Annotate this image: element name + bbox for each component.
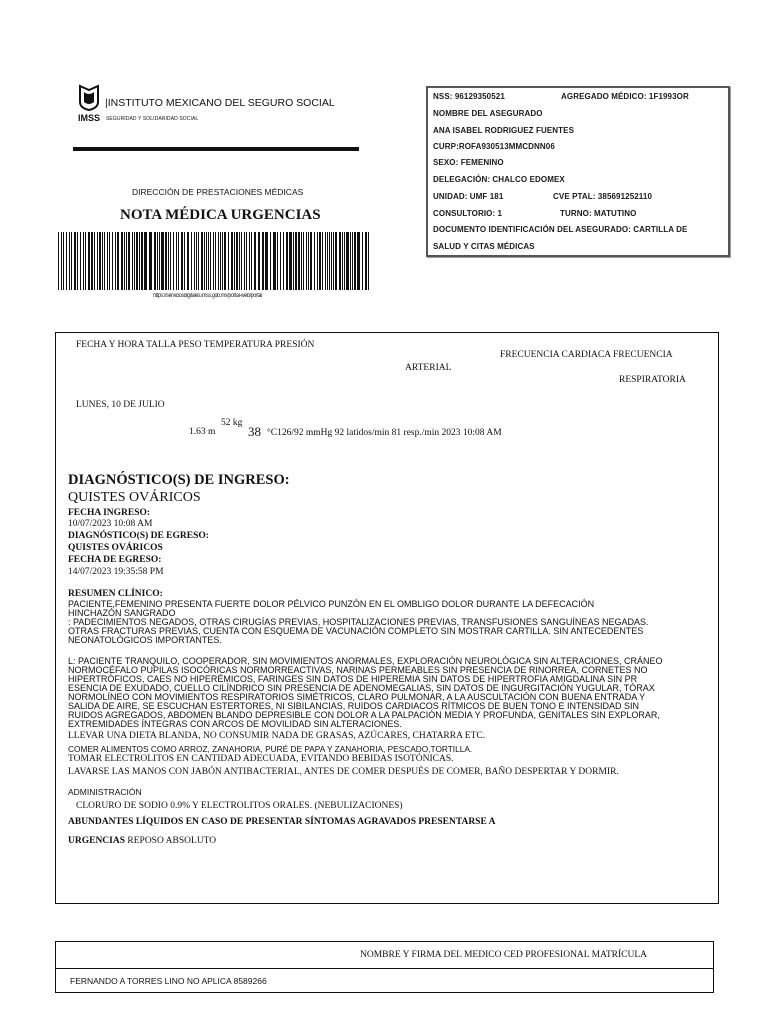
barcode-bar [295,232,297,290]
doctor-info: FERNANDO A TORRES LINO NO APLICA 8589266 [70,976,267,986]
discharge-diagnosis-value: QUISTES OVÁRICOS [68,543,163,553]
administration-label: ADMINISTRACIÓN [68,787,142,797]
barcode-bar [365,232,367,290]
vitals-values: °C126/92 mmHg 92 latidos/min 81 resp./min 2023 10:08 AM [267,428,502,438]
barcode-bar [157,232,158,290]
barcode-bar [270,232,271,290]
vitals-height: 1.63 m [189,427,216,437]
barcode-bar [69,232,70,290]
barcode-bar [97,232,98,290]
barcode-url: https://serviciosdigitales.imss.gob.mx/portal-web/portal [153,293,263,299]
barcode-bar [61,232,62,290]
barcode-bar [283,232,284,290]
barcode-bar [80,232,81,290]
barcode-bar [139,232,140,290]
physical-exam-line: NORMOLÍNEO CON MOVIMIENTOS RESPIRATORIOS SIMÉTRICOS, CLARO PULMONAR, A LA AUSCULTACIÓN CON BUENA ENTRADA Y [68,692,646,702]
barcode-bar [210,232,211,290]
patient-office: CONSULTORIO: 1 [433,209,503,218]
barcode-bar [322,232,323,290]
vitals-headers-heart: FRECUENCIA CARDIACA FRECUENCIA [500,350,673,360]
barcode-bar [168,232,169,290]
barcode-bar [126,232,127,290]
barcode-bar [124,232,125,290]
barcode-bar [66,232,67,290]
barcode-bar [63,232,64,290]
patient-sex: SEXO: FEMENINO [433,158,504,167]
vitals-headers-respiratory: RESPIRATORIA [619,375,686,385]
barcode-bar [350,232,351,290]
barcode-bar [220,232,221,290]
barcode-bar [246,232,247,290]
barcode-bar [102,232,103,290]
barcode-bar [58,232,59,290]
barcode-bar [107,232,108,290]
rest-instruction: REPOSO ABSOLUTO [127,836,217,846]
vitals-temperature: 38 [248,424,261,439]
institution-name: |INSTITUTO MEXICANO DEL SEGURO SOCIAL [105,97,335,109]
institution-tagline: SEGURIDAD Y SOLIDARIDAD SOCIAL [106,116,199,122]
barcode-bar [74,232,76,290]
barcode-bar [362,232,363,290]
physical-exam-line: NORMOCÉFALO PUPILAS ISOCÓRICAS NORMORREACTIVAS, NARINAS PERMEABLES SIN PRESENCIA DE RINORREA, CORNETES NO [68,665,648,675]
physical-exam-line: L: PACIENTE TRANQUILO, COOPERADOR, SIN MOVIMIENTOS ANORMALES, EXPLORACIÓN NEUROLÓGICA SIN ALTERACIONES, CRÁNEO [68,656,663,666]
admission-date-label: FECHA INGRESO: [68,508,151,518]
discharge-date-value: 14/07/2023 19:35:58 PM [68,567,164,577]
barcode-bar [83,232,84,290]
insured-name: ANA ISABEL RODRIGUEZ FUENTES [433,126,575,135]
barcode-bar [77,232,78,290]
patient-info-box [426,86,730,257]
patient-unit: UNIDAD: UMF 181 [433,192,504,201]
barcode-bar [222,232,223,290]
barcode-bar [196,232,197,290]
patient-curp: CURP:ROFA930513MMCDNN06 [433,142,555,151]
discharge-date-label: FECHA DE EGRESO: [68,555,162,565]
id-document-line-2: SALUD Y CITAS MÉDICAS [433,242,535,251]
barcode-bar [117,232,119,290]
barcode-bar [208,232,209,290]
barcode-bar [234,232,235,290]
admission-diagnosis-title: DIAGNÓSTICO(S) DE INGRESO: [68,472,290,488]
barcode-bar [327,232,328,290]
diet-instructions: LLEVAR UNA DIETA BLANDA, NO CONSUMIR NADA DE GRASAS, AZÚCARES, CHATARRA ETC. [68,731,486,741]
barcode-bar [194,232,195,290]
admission-date-value: 10/07/2023 10:08 AM [68,519,153,529]
barcode-bar [314,232,315,290]
barcode-bar [301,232,302,290]
barcode-bar [191,232,192,290]
id-document-line-1: DOCUMENTO IDENTIFICACIÓN DEL ASEGURADO: CARTILLA DE [433,225,688,234]
barcode-bar [178,232,179,290]
barcode-bar [181,232,183,290]
barcode-bar [342,232,343,290]
clinical-history-line: HINCHAZÓN SANGRADO [68,608,176,618]
barcode-bar [121,232,123,290]
direction-title: DIRECCIÓN DE PRESTACIONES MÉDICAS [132,187,304,197]
administration-value: CLORURO DE SODIO 0.9% Y ELECTROLITOS ORALES. (NEBULIZACIONES) [76,801,403,811]
barcode-bar [241,232,242,290]
barcode-bar [286,232,288,290]
barcode-bar [308,232,309,290]
barcode-bar [91,232,93,290]
clinical-history [68,600,648,645]
barcode-bar [99,232,101,290]
vitals-date: LUNES, 10 DE JULIO [76,400,165,410]
medical-note-box [55,332,719,904]
barcode-bar [244,232,245,290]
barcode-bar [239,232,240,290]
barcode-bar [136,232,138,290]
clinical-history-line: NEONATOLÓGICOS IMPORTANTES. [68,635,222,645]
barcode-bar [273,232,276,290]
barcode-bar [265,232,268,290]
barcode-bar [71,232,72,290]
food-instructions: COMER ALIMENTOS COMO ARROZ, ZANAHORIA, PURÉ DE PAPA Y ZANAHORIA, PESCADO,TORTILLA. [68,744,473,754]
clinical-summary-title: RESUMEN CLÍNICO: [68,589,163,599]
barcode-bar [277,232,278,290]
barcode-bar [339,232,341,290]
barcode-bar [187,232,189,290]
document-title: NOTA MÉDICA URGENCIAS [120,207,321,223]
hygiene-instructions: LAVARSE LAS MANOS CON JABÓN ANTIBACTERIAL, ANTES DE COMER DESPUÉS DE COMER, BAÑO DESPERTAR Y DORMIR. [68,767,619,777]
barcode-bar [344,232,345,290]
barcode-bar [88,232,90,290]
barcode-bar [109,232,110,290]
barcode-bar [317,232,318,290]
barcode-bar [224,232,226,290]
urgent-label: URGENCIAS [68,836,126,846]
barcode-bar [201,232,203,290]
barcode-bar [115,232,116,290]
barcode-bar [204,232,205,290]
barcode-bar [218,232,219,290]
barcode-bar [132,232,133,290]
barcode-bar [154,232,156,290]
barcode-bar [293,232,294,290]
barcode-bar [298,232,300,290]
barcode-bar [251,232,252,290]
barcode-bar [319,232,321,290]
barcode [58,232,370,290]
barcode-bar [368,232,369,290]
barcode-bar [352,232,353,290]
barcode-bar [303,232,304,290]
barcode-bar [331,232,332,290]
patient-delegation: DELEGACIÓN: CHALCO EDOMEX [433,175,565,184]
barcode-bar [161,232,164,290]
barcode-bar [159,232,160,290]
barcode-bar [280,232,281,290]
barcode-bar [249,232,250,290]
physical-exam [68,657,662,729]
barcode-bar [236,232,238,290]
physical-exam-line: SALIDA DE AIRE, SE ESCUCHAN ESTERTORES, NI SIBILANCIAS, RUIDOS CARDIACOS RÍTMICOS DE BUEN TONO E INTENSIDAD SIN [68,701,639,711]
barcode-bar [141,232,143,290]
barcode-bar [262,232,264,290]
physical-exam-line: HIPERTRÓFICOS, CAES NO HIPERÉMICOS, FARINGES SIN DATOS DE HIPEREMIA SIN DATOS DE HIPERTROFIA AMIGDALINA SIN PR [68,674,638,684]
barcode-bar [228,232,229,290]
barcode-bar [165,232,167,290]
barcode-bar [254,232,256,290]
patient-cve: CVE PTAL: 385691252110 [553,192,653,201]
imss-logo [74,84,104,124]
barcode-bar [333,232,334,290]
insured-label: NOMBRE DEL ASEGURADO [433,109,543,118]
patient-nss: NSS: 96129350521 [433,92,505,101]
barcode-bar [346,232,349,290]
vitals-weight: 52 kg [221,418,243,428]
vitals-headers: FECHA Y HORA TALLA PESO TEMPERATURA PRESIÓN [76,340,315,350]
barcode-bar [184,232,185,290]
physical-exam-line: EXTREMIDADES ÍNTEGRAS CON ARCOS DE MOVILIDAD SIN ALTERACIONES. [68,719,402,729]
admission-diagnosis-value: QUISTES OVÁRICOS [68,490,201,505]
patient-shift: TURNO: MATUTINO [560,209,637,218]
patient-medical-aggregate: AGREGADO MÉDICO: 1F1993OR [561,92,689,101]
barcode-bar [94,232,95,290]
discharge-diagnosis-label: DIAGNÓSTICO(S) DE EGRESO: [68,531,209,541]
barcode-bar [198,232,199,290]
barcode-bar [144,232,147,290]
barcode-bar [329,232,330,290]
barcode-bar [289,232,292,290]
clinical-history-line: OTRAS FRACTURAS PREVIAS, CUENTA CON ESQUEMA DE VACUNACIÓN COMPLETO SIN MOSTRAR CARTILLA. SIN ANTECEDENTES [68,626,644,636]
electrolyte-instructions: TOMAR ELECTROLITOS EN CANTIDAD ADECUADA, EVITANDO BEBIDAS ISOTÓNICAS. [68,754,454,764]
signature-box [55,941,714,993]
clinical-history-line: : PADECIMIENTOS NEGADOS, OTRAS CIRUGÍAS PREVIAS, HOSPITALIZACIONES PREVIAS, TRANSFUSIONES SANGUÍNEAS NEGADAS. [68,617,649,627]
signature-divider [56,968,713,969]
barcode-bar [231,232,233,290]
vitals-headers-arterial: ARTERIAL [405,363,452,373]
barcode-bar [258,232,260,290]
physical-exam-line: ESENCIA DE EXUDADO, CUELLO CILÍNDRICO SIN PRESENCIA DE ADENOMEGALIAS, SIN DATOS DE INGURGITACIÓN YUGULAR, TÓRAX [68,683,655,693]
barcode-bar [215,232,216,290]
barcode-bar [149,232,152,290]
logo-text: IMSS [77,113,101,123]
barcode-bar [213,232,214,290]
barcode-bar [325,232,326,290]
barcode-bar [170,232,171,290]
barcode-bar [104,232,105,290]
barcode-bar [357,232,360,290]
signature-header: NOMBRE Y FIRMA DEL MEDICO CED PROFESIONAL MATRÍCULA [360,950,648,960]
barcode-bar [128,232,130,290]
physical-exam-line: RUIDOS AGREGADOS, ABDOMEN BLANDO DEPRESIBLE CON DOLOR A LA PALPACIÓN MEDIA Y PROFUNDA, GENITALES SIN EXPLORAR, [68,710,660,720]
barcode-bar [354,232,356,290]
barcode-bar [306,232,307,290]
barcode-bar [310,232,312,290]
barcode-bar [173,232,174,290]
clinical-history-line: PACIENTE,FEMENINO PRESENTA FUERTE DOLOR PÉLVICO PUNZÓN EN EL OMBLIGO DOLOR DURANTE LA DEFECACIÓN [68,599,595,609]
barcode-bar [206,232,207,290]
header-divider [73,147,359,151]
barcode-bar [176,232,177,290]
barcode-bar [112,232,113,290]
barcode-bar [134,232,135,290]
barcode-bar [335,232,337,290]
barcode-bar [85,232,86,290]
warning-instructions: ABUNDANTES LÍQUIDOS EN CASO DE PRESENTAR SÍNTOMAS AGRAVADOS PRESENTARSE A [68,817,496,827]
